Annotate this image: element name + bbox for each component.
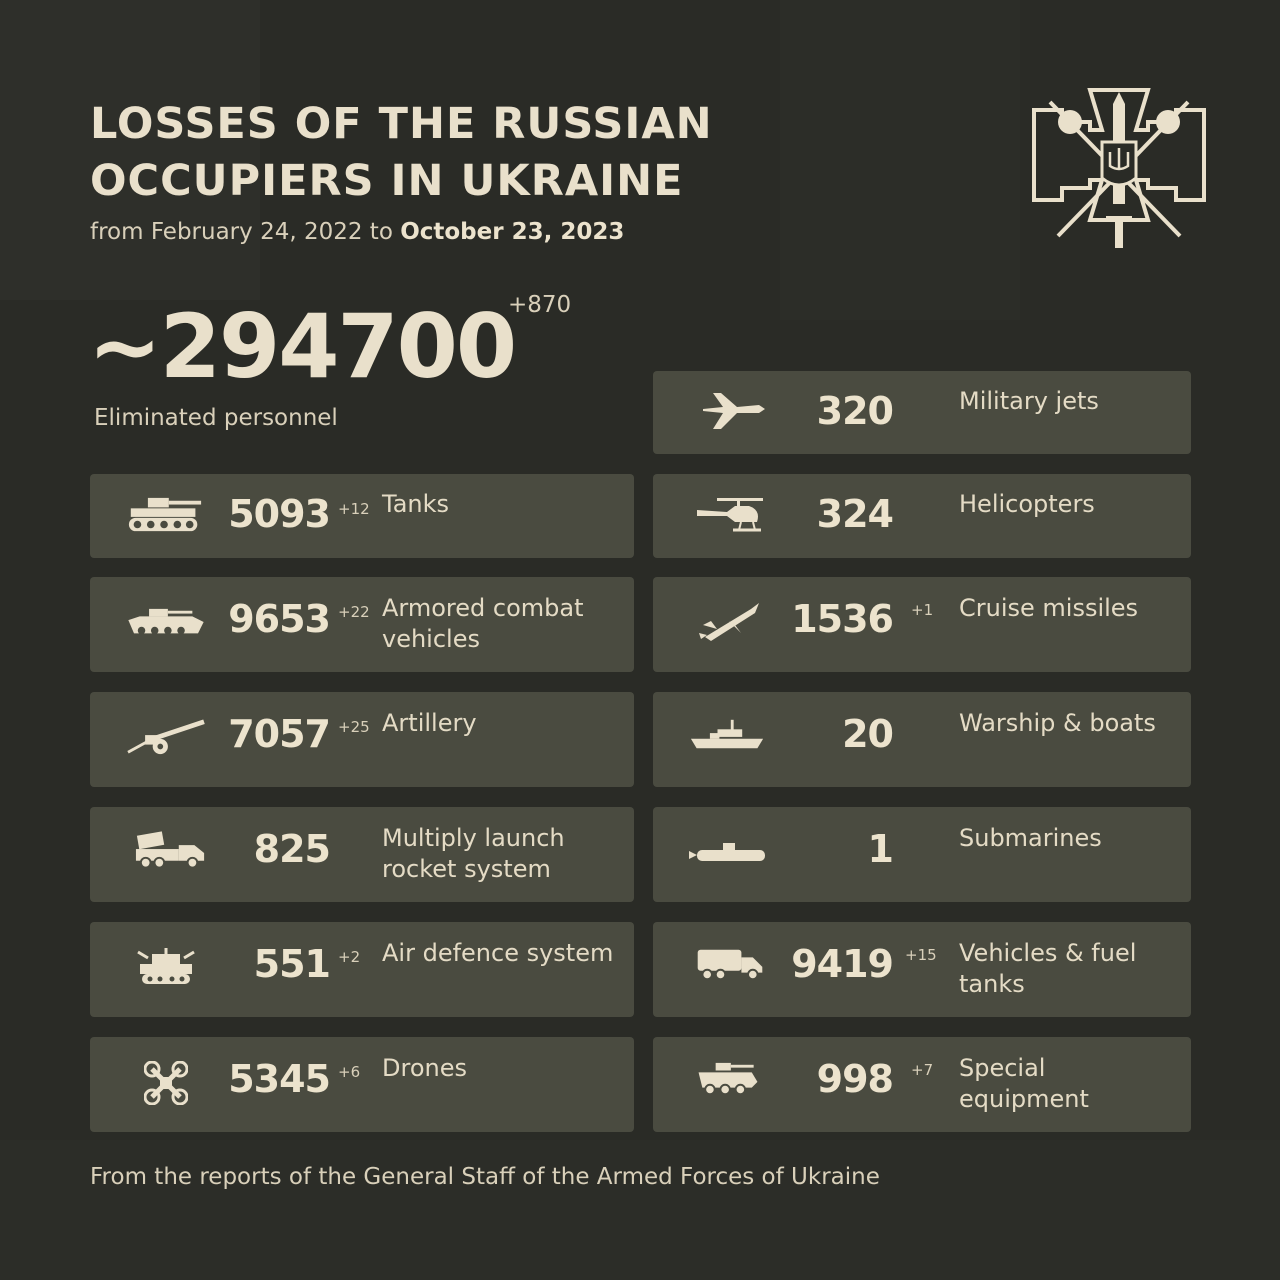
stat-card-artillery bbox=[90, 692, 634, 787]
stat-delta: +6 bbox=[338, 1063, 361, 1081]
stat-delta: +22 bbox=[338, 603, 370, 621]
stat-card-armored-vehicles bbox=[90, 577, 634, 672]
stat-label: Drones bbox=[382, 1054, 467, 1082]
tank-icon bbox=[126, 496, 204, 534]
personnel-count: ~294700 bbox=[88, 295, 516, 398]
stat-label: Air defence system bbox=[382, 939, 614, 967]
stat-card-drones bbox=[90, 1037, 634, 1132]
stat-value: 998 bbox=[816, 1057, 893, 1101]
stat-label: Tanks bbox=[382, 490, 450, 518]
artillery-icon bbox=[124, 718, 208, 756]
rocket-launcher-icon bbox=[134, 831, 208, 871]
stat-value: 825 bbox=[253, 827, 330, 871]
stat-value: 320 bbox=[816, 389, 893, 433]
stat-delta: +15 bbox=[905, 946, 937, 964]
stat-label: Multiply launch rocket system bbox=[382, 824, 565, 883]
stat-card-military-jets bbox=[653, 371, 1191, 454]
title-line-1: LOSSES OF THE RUSSIAN bbox=[90, 99, 713, 149]
stat-card-vehicles bbox=[653, 922, 1191, 1017]
stat-label: Submarines bbox=[959, 824, 1102, 852]
stat-card-cruise-missiles bbox=[653, 577, 1191, 672]
stat-value: 551 bbox=[253, 942, 330, 986]
stat-delta: +7 bbox=[911, 1061, 934, 1079]
stat-label: Helicopters bbox=[959, 490, 1095, 518]
stat-label: Cruise missiles bbox=[959, 594, 1139, 622]
stat-card-submarines bbox=[653, 807, 1191, 902]
truck-icon bbox=[695, 946, 765, 984]
warship-icon bbox=[687, 716, 767, 754]
stat-value: 1536 bbox=[791, 597, 893, 641]
stat-label: Military jets bbox=[959, 387, 1099, 415]
stat-value: 9419 bbox=[791, 942, 893, 986]
stat-card-rocket-launchers bbox=[90, 807, 634, 902]
stat-value: 7057 bbox=[228, 712, 330, 756]
date-prefix: from February 24, 2022 to bbox=[90, 219, 393, 245]
stat-value: 5093 bbox=[228, 492, 330, 536]
missile-icon bbox=[697, 599, 761, 643]
stat-delta: +1 bbox=[911, 601, 934, 619]
stat-label: Armored combat vehicles bbox=[382, 594, 584, 653]
background-tile bbox=[0, 1140, 1280, 1280]
special-equipment-icon bbox=[695, 1061, 761, 1099]
armed-forces-emblem-icon bbox=[1030, 86, 1208, 264]
stat-label: Vehicles & fuel tanks bbox=[959, 939, 1137, 998]
stat-label: Artillery bbox=[382, 709, 477, 737]
title-line-2: OCCUPIERS IN UKRAINE bbox=[90, 156, 684, 206]
date-range bbox=[90, 219, 624, 245]
page-title bbox=[90, 96, 713, 210]
stat-card-tanks bbox=[90, 474, 634, 558]
personnel-label: Eliminated personnel bbox=[94, 405, 338, 431]
stat-card-helicopters bbox=[653, 474, 1191, 558]
stat-value: 324 bbox=[816, 492, 893, 536]
stat-card-air-defence bbox=[90, 922, 634, 1017]
jet-icon bbox=[701, 391, 765, 431]
stat-value: 1 bbox=[867, 827, 893, 871]
submarine-icon bbox=[687, 841, 767, 865]
stat-label: Special equipment bbox=[959, 1054, 1089, 1113]
stat-delta: +2 bbox=[338, 948, 361, 966]
date-end: October 23, 2023 bbox=[400, 219, 625, 245]
stat-value: 9653 bbox=[228, 597, 330, 641]
air-defence-icon bbox=[134, 946, 198, 986]
drone-icon bbox=[144, 1061, 188, 1105]
helicopter-icon bbox=[695, 496, 765, 536]
stat-card-warships bbox=[653, 692, 1191, 787]
personnel-delta: +870 bbox=[508, 292, 572, 318]
stat-delta: +25 bbox=[338, 718, 370, 736]
stat-label: Warship & boats bbox=[959, 709, 1156, 737]
stat-value: 20 bbox=[842, 712, 893, 756]
stat-card-special-equipment bbox=[653, 1037, 1191, 1132]
source-footer: From the reports of the General Staff of the Armed Forces of Ukraine bbox=[90, 1164, 880, 1190]
armored-vehicle-icon bbox=[124, 607, 208, 639]
stat-delta: +12 bbox=[338, 500, 370, 518]
stat-value: 5345 bbox=[228, 1057, 330, 1101]
background-tile bbox=[780, 0, 1020, 320]
